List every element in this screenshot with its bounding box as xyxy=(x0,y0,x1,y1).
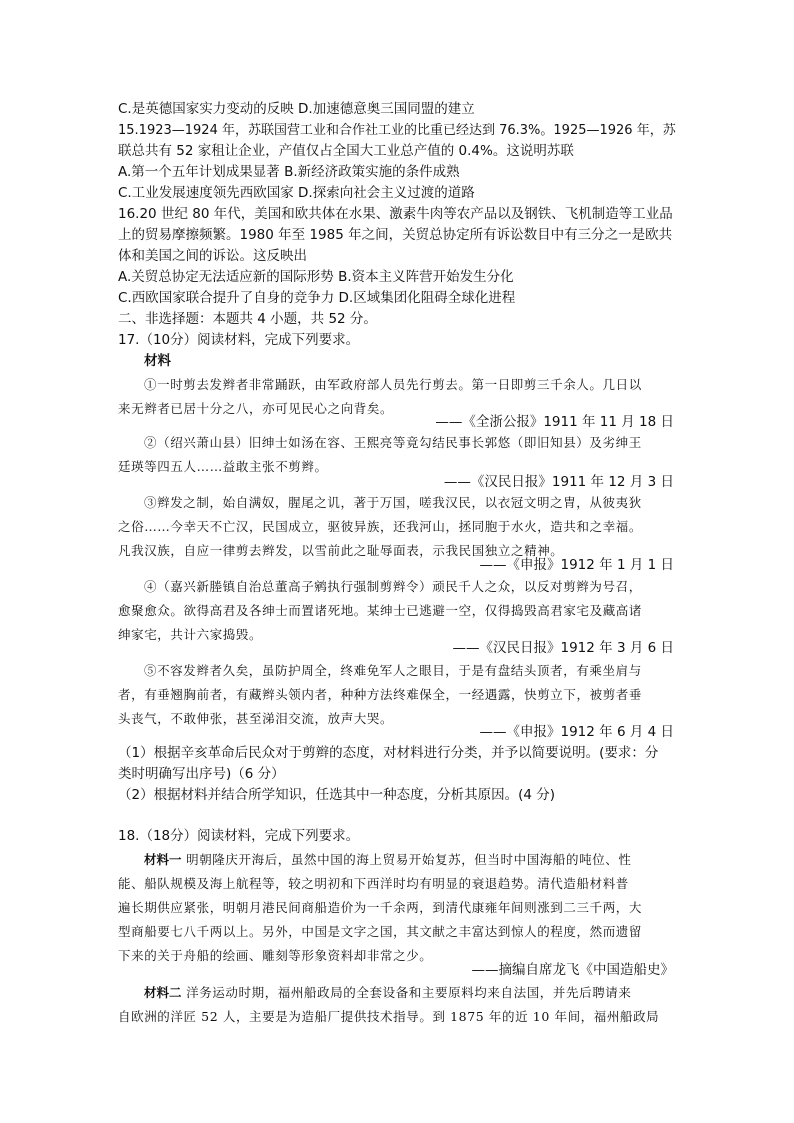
q16-stem-line-3: 体和美国之间的诉讼。这反映出 xyxy=(118,248,307,264)
q15-options-ab: A.第一个五年计划成果显著 B.新经济政策实施的条件成熟 xyxy=(118,164,460,180)
q18-m1-line-3: 遍长期供应紧张，明朝月港民间商船造价为一千余两，到清代康雍年间则涨到二三千两，大 xyxy=(118,900,643,915)
q18-m2-line-1 xyxy=(118,981,678,1005)
q17-m2-line-1: ②（绍兴萧山县）旧绅士如汤在容、王熙亮等竟勾结民事长郭悠（即旧知县）及劣绅王 xyxy=(144,435,642,450)
q17-ask1-line-2: 类时明确写出序号)（6 分） xyxy=(118,766,285,782)
q18-m1-line-2: 能、船队规模及海上航程等，较之明初和下西洋时均有明显的衰退趋势。清代造船材料普 xyxy=(118,876,629,891)
q18-m1-line-5: 下来的关于舟船的绘画、雕刻等形象资料却非常之少。 xyxy=(118,948,433,963)
q18-m2-label: 材料二 xyxy=(144,985,182,1000)
q17-m5-line-1: ⑤不容发辫者久矣，虽防护周全，终难免军人之眼目，于是有盘结头顶者，有乘坐肩与 xyxy=(144,663,642,678)
q16-options-ab: A.关贸总协定无法适应新的国际形势 B.资本主义阵营开始发生分化 xyxy=(118,269,514,285)
q17-m2-source: ——《汉民日报》1911 年 12 月 3 日 xyxy=(443,474,674,490)
q18-stem: 18.（18分）阅读材料，完成下列要求。 xyxy=(118,828,360,844)
q18-m1-label: 材料一 xyxy=(144,852,182,867)
q18-m1-line-1 xyxy=(118,848,678,872)
q17-stem: 17.（10分）阅读材料，完成下列要求。 xyxy=(118,332,360,348)
q17-material-label: 材料 xyxy=(144,353,171,369)
q17-m2-line-2: 廷瑛等四五人……益敢主张不剪辫。 xyxy=(118,459,328,474)
q17-m1-source: ——《全浙公报》1911 年 11 月 18 日 xyxy=(435,414,674,430)
q17-m5-source: ——《申报》1912 年 6 月 4 日 xyxy=(479,724,674,740)
q17-m4-line-2: 愈聚愈众。欲得高君及各绅士而置诸死地。某绅士已逃避一空，仅得捣毁高君家宅及藏高诸 xyxy=(118,603,643,618)
q18-m1-source: ——摘编自席龙飞《中国造船史》 xyxy=(471,962,674,978)
part2-heading: 二、非选择题：本题共 4 小题，共 52 分。 xyxy=(118,311,377,327)
q17-m3-source: ——《申报》1912 年 1 月 1 日 xyxy=(479,557,674,573)
q16-options-cd: C.西欧国家联合提升了自身的竞争力 D.区域集团化阻碍全球化进程 xyxy=(118,290,516,306)
q17-m1-line-2: 来无辫者已居十分之八，亦可见民心之向背矣。 xyxy=(118,401,394,416)
q18-m2-line-1-text: 洋务运动时期，福州船政局的全套设备和主要原料均来自法国，并先后聘请来 xyxy=(181,985,632,1000)
q16-stem-line-1: 16.20 世纪 80 年代，美国和欧共体在水果、激素牛肉等农产品以及钢铁、飞机制造等工业品 xyxy=(118,206,673,222)
q15-stem-line-1: 15.1923—1924 年，苏联国营工业和合作社工业的比重已经达到 76.3%。1925—1926 年，苏 xyxy=(118,123,676,138)
q17-m4-line-3: 绅家宅，共计六家捣毁。 xyxy=(118,627,263,642)
q17-m3-line-3: 凡我汉族，自应一律剪去辫发，以雪前此之耻辱面表，示我民国独立之精神。 xyxy=(118,543,564,558)
q14-options-cd: C.是英德国家实力变动的反映 D.加速德意奥三国同盟的建立 xyxy=(118,101,475,117)
q15-stem-line-2: 联总共有 52 家租让企业，产值仅占全国大工业总产值的 0.4%。这说明苏联 xyxy=(118,143,574,159)
q15-options-cd: C.工业发展速度领先西欧国家 D.探索向社会主义过渡的道路 xyxy=(118,185,475,201)
q18-m1-line-1-text: 明朝隆庆开海后，虽然中国的海上贸易开始复苏，但当时中国海船的吨位、性 xyxy=(181,852,632,867)
q17-m5-line-3: 头丧气，不敢伸张，甚至涕泪交流，放声大哭。 xyxy=(118,711,394,726)
q17-ask1-line-1: （1）根据辛亥革命后民众对于剪辫的态度，对材料进行分类，并予以简要说明。(要求：分 xyxy=(118,745,659,761)
q17-m3-line-1: ③辫发之制，始自满奴，腥尾之讥，著于万国，嗟我汉民，以衣冠文明之胄，从彼夷狄 xyxy=(144,495,642,510)
q16-stem-line-2: 上的贸易摩擦频繁。1980 年至 1985 年之间，关贸总协定所有诉讼数目中有三分之一是欧共 xyxy=(118,227,673,243)
q17-m4-source: ——《汉民日报》1912 年 3 月 6 日 xyxy=(452,640,674,656)
q18-m1-line-4: 型商船要七八千两以上。另外，中国是文字之国，其文献之丰富达到惊人的程度，然而遗留 xyxy=(118,924,643,939)
q17-m4-line-1: ④（嘉兴新塍镇自治总董高子鹓执行强制剪辫令）顽民千人之众，以反对剪辫为号召， xyxy=(144,579,642,594)
q17-m1-line-1: ①一时剪去发辫者非常踊跃，由军政府部人员先行剪去。第一日即剪三千余人。几日以 xyxy=(144,377,642,392)
q17-m3-line-2: 之俗……今幸天不亡汉，民国成立，驱彼异族，还我河山，拯同胞于水火，造共和之幸福。 xyxy=(118,519,643,534)
q17-m5-line-2: 者，有垂翘胸前者，有藏辫头领内者，种种方法终难保全，一经遇露，快剪立下，被剪者垂 xyxy=(118,687,643,702)
q17-ask2: （2）根据材料并结合所学知识，任选其中一种态度，分析其原因。(4 分) xyxy=(118,787,556,803)
q18-m2-line-2: 自欧洲的洋匠 52 人，主要是为造船厂提供技术指导。到 1875 年的近 10 年间，福州船政局 xyxy=(118,1009,660,1024)
